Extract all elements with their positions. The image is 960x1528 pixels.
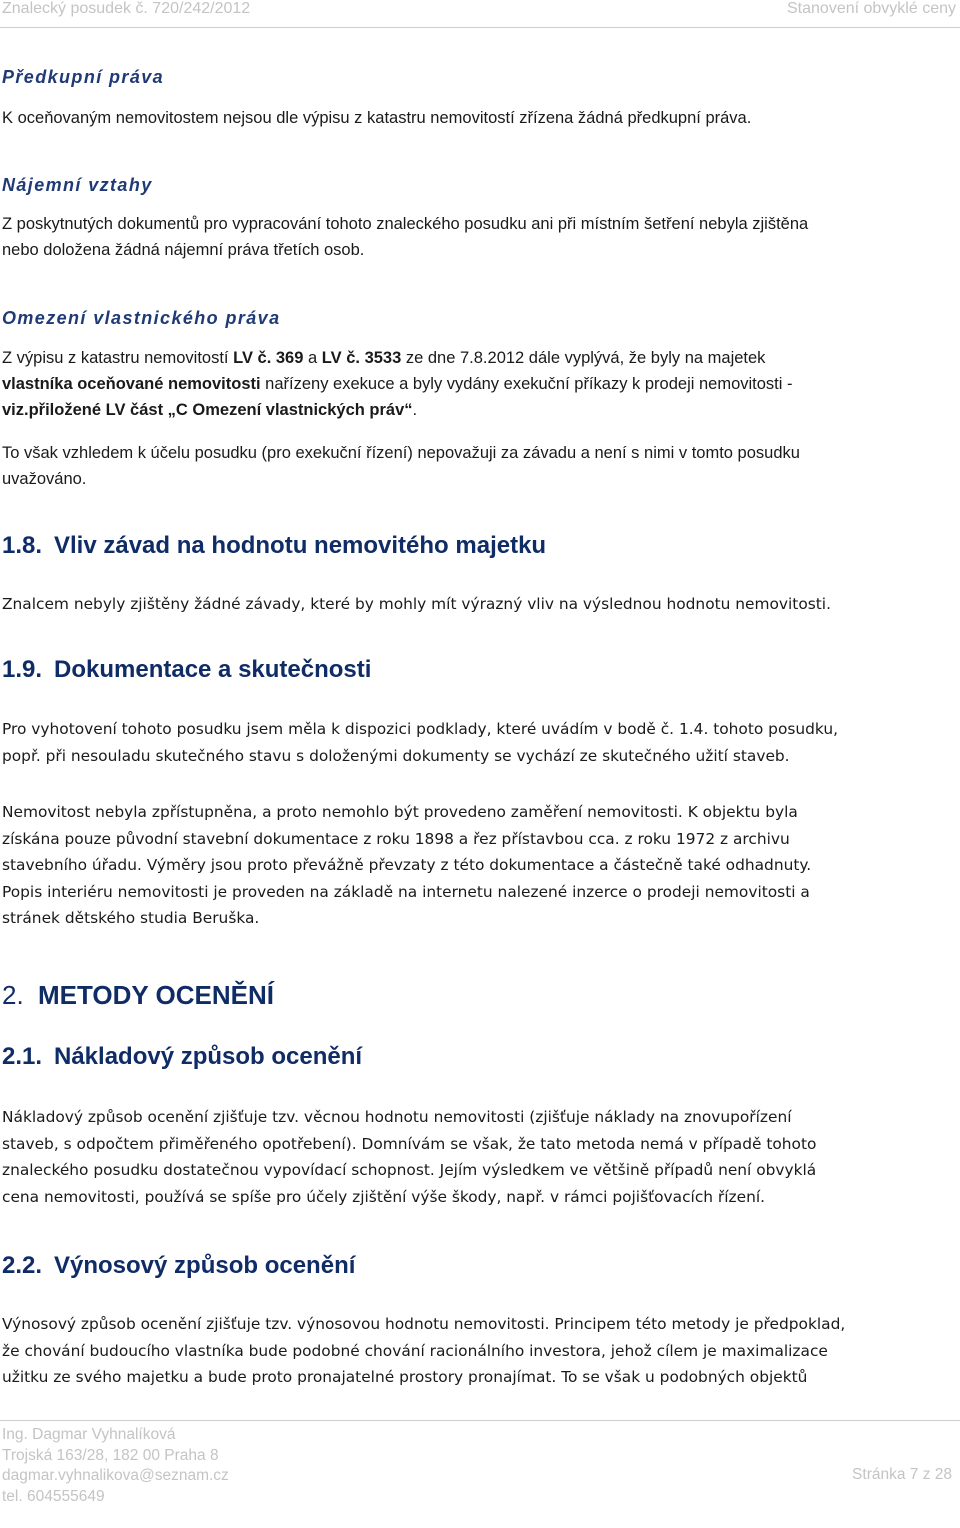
predkupni-text: K oceňovaným nemovitostem nejsou dle výpisu z katastru nemovitostí zřízena žádná předkupní práva.: [2, 109, 752, 127]
text-line: [2, 397, 958, 423]
text-line: [2, 345, 958, 371]
text-span: nařízeny exekuce a byly vydány exekuční příkazy k prodeji nemovitosti -: [260, 375, 793, 393]
text-line: uvažováno.: [2, 470, 87, 488]
section-title: Vliv závad na hodnotu nemovitého majetku: [54, 532, 547, 559]
section-number: 2.2.: [2, 1252, 43, 1279]
text-line: popř. při nesouladu skutečného stavu s doloženými dokumenty se vychází ze skutečného užití staveb.: [2, 746, 790, 765]
s21-text: [2, 1104, 958, 1210]
subheading-predkupni: Předkupní práva: [2, 67, 165, 87]
header-divider: [0, 27, 960, 28]
section-title: Výnosový způsob ocenění: [54, 1252, 356, 1279]
section-number: 1.8.: [2, 532, 43, 559]
s18-text: Znalcem nebyly zjištěny žádné závady, které by mohly mít výrazný vliv na výslednou hodnotu nemovitosti.: [2, 595, 831, 613]
author-phone: tel. 604555649: [2, 1487, 105, 1505]
text-line: staveb, s odpočtem přiměřeného opotřebení). Domnívám se však, že tato metoda nemá v případě tohoto: [2, 1134, 817, 1153]
text-line: že chování budoucího vlastníka bude podobné chování racionálního investora, jehož cílem je maximalizace: [2, 1341, 828, 1360]
heading-2-2: [2, 1252, 958, 1280]
text-line: Pro vyhotovení tohoto posudku jsem měla k dispozici podklady, které uvádím v bodě č. 1.4. tohoto posudku,: [2, 720, 839, 738]
author-email: dagmar.vyhnalikova@seznam.cz: [2, 1467, 229, 1484]
section-title: Dokumentace a skutečnosti: [54, 656, 372, 683]
s22-text: [2, 1311, 958, 1391]
subheading-omezeni: Omezení vlastnického práva: [2, 308, 281, 328]
page-number: Stránka 7 z 28: [852, 1466, 952, 1483]
text-span: .: [412, 401, 418, 419]
heading-2-1: [2, 1043, 958, 1071]
lv-369-ref: LV č. 369: [233, 349, 304, 367]
heading-2: [2, 980, 958, 1011]
header-section-title: Stanovení obvyklé ceny: [787, 0, 956, 17]
text-line: cena nemovitosti, používá se spíše pro účely zjištění výše škody, např. v rámci pojišťovacích řízení.: [2, 1187, 765, 1206]
text-line: Nemovitost nebyla zpřístupněna, a proto nemohlo být provedeno zaměření nemovitosti. K objektu byla: [2, 803, 798, 821]
najemni-text: [2, 211, 958, 263]
subheading-najemni: Nájemní vztahy: [2, 175, 153, 195]
heading-1-9: [2, 656, 958, 684]
section-number: 2.: [2, 980, 24, 1010]
text-line: Popis interiéru nemovitosti je proveden na základě na internetu nalezené inzerce o prodeji nemovitosti a: [2, 882, 810, 901]
text-line: Výnosový způsob ocenění zjišťuje tzv. výnosovou hodnotu nemovitosti. Principem této metody je předpoklad,: [2, 1315, 846, 1333]
text-span: ze dne 7.8.2012 dále vyplývá, že byly na majetek: [401, 349, 766, 367]
text-span: Z výpisu z katastru nemovitostí: [2, 349, 234, 367]
text-line: To však vzhledem k účelu posudku (pro exekuční řízení) nepovažuji za závadu a není s nimi v tomto posudku: [2, 444, 800, 462]
section-number: 1.9.: [2, 656, 43, 683]
text-span: a: [303, 349, 322, 367]
bold-lv-ref: viz.přiložené LV část „C Omezení vlastnických práv“: [2, 401, 413, 419]
footer-divider: [0, 1420, 960, 1421]
section-title: Nákladový způsob ocenění: [54, 1043, 363, 1070]
text-line: stavebního úřadu. Výměry jsou proto převážně převzaty z této dokumentace a částečně také odhadnuty.: [2, 856, 812, 874]
text-line: Z poskytnutých dokumentů pro vypracování tohoto znaleckého posudku ani při místním šetření nebyla zjištěna: [2, 215, 809, 233]
page-header: [0, 0, 960, 24]
text-line: znaleckého posudku dostatečnou vypovídací schopnost. Jejím výsledkem ve většině případů není obvyklá: [2, 1161, 817, 1179]
omezeni-text: [2, 345, 958, 423]
text-line: [2, 371, 958, 397]
header-document-id: Znalecký posudek č. 720/242/2012: [2, 0, 251, 17]
text-line: nebo doložena žádná nájemní práva třetích osob.: [2, 241, 365, 259]
page-footer: [2, 1425, 229, 1507]
text-line: Nákladový způsob ocenění zjišťuje tzv. věcnou hodnotu nemovitosti (zjišťuje náklady na znovupořízení: [2, 1108, 792, 1126]
s19-paragraph-1: [2, 716, 958, 769]
bold-owner: vlastníka oceňované nemovitosti: [2, 375, 261, 393]
lv-3533-ref: LV č. 3533: [321, 349, 402, 367]
author-name: Ing. Dagmar Vyhnalíková: [2, 1426, 176, 1443]
section-title: METODY OCENĚNÍ: [38, 980, 274, 1010]
author-address: Trojská 163/28, 182 00 Praha 8: [2, 1446, 219, 1464]
omezeni-note: [2, 440, 958, 492]
text-line: získána pouze původní stavební dokumentace z roku 1898 a řez přístavbou cca. z roku 1972 z archivu: [2, 829, 790, 848]
section-number: 2.1.: [2, 1043, 43, 1070]
text-line: užitku ze svého majetku a bude proto pronajatelné prostory pronajímat. To se však u podobných objektů: [2, 1368, 808, 1386]
text-line: stránek dětského studia Beruška.: [2, 909, 260, 927]
s19-paragraph-2: [2, 799, 958, 932]
heading-1-8: [2, 532, 958, 560]
